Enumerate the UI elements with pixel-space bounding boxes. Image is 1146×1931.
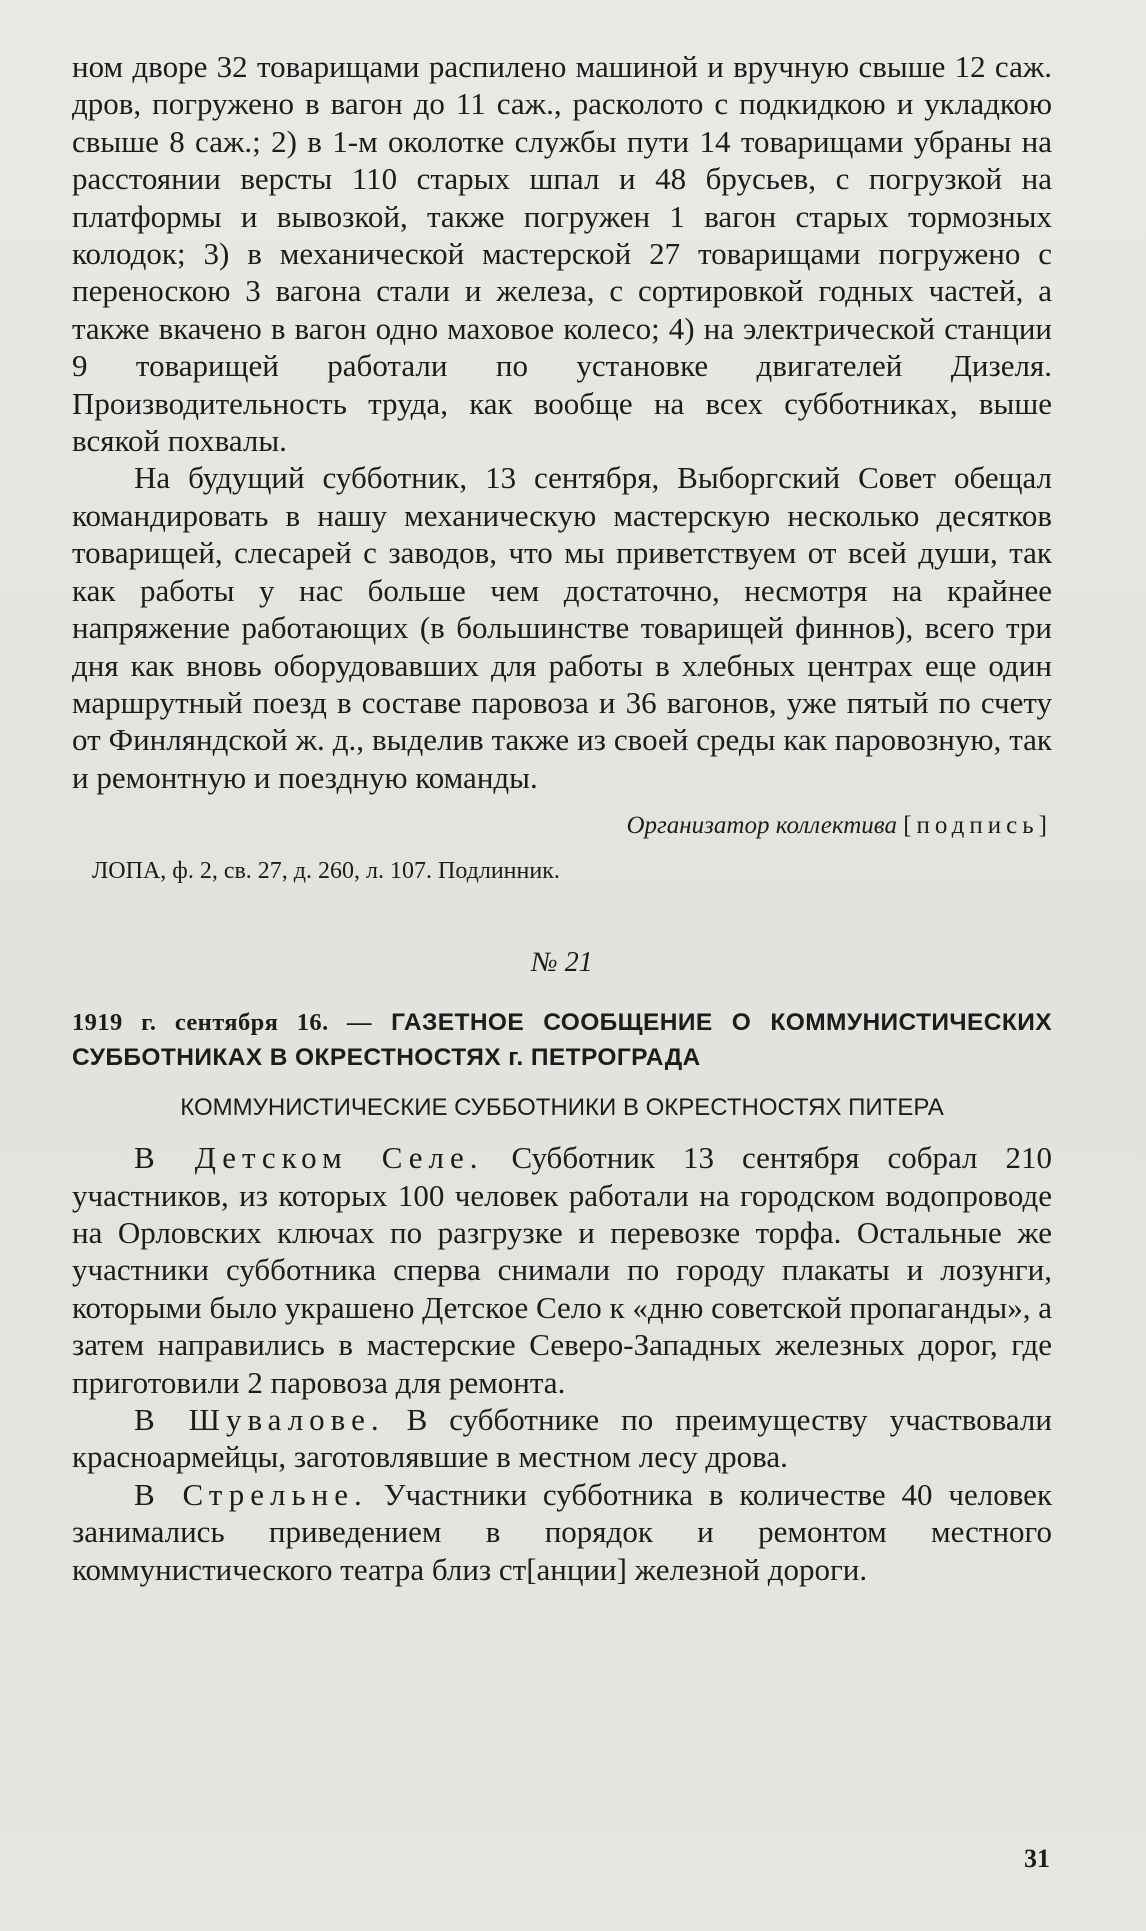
paragraph-detskoe-selo xyxy=(72,1139,1052,1401)
place-shuvalovo: В Шувалове. xyxy=(134,1401,385,1437)
page-content xyxy=(72,48,1052,1588)
header-city: ПЕТРОГРАДА xyxy=(530,1044,701,1072)
paragraph-shuvalovo-text: В субботнике по преимуществу участвовали красноармейцы, заготовлявшие в местном лесу дрова. xyxy=(72,1401,1052,1475)
paragraph-strelna-text: Участники субботника в количестве 40 человек занимались приведением в порядок и ремонтом местного коммунистического театра близ ст[анции] железной дороги. xyxy=(72,1476,1053,1587)
document-header xyxy=(72,1005,1052,1075)
archive-reference: ЛОПА, ф. 2, св. 27, д. 260, л. 107. Подлинник. xyxy=(92,858,560,885)
top-paragraph: ном дворе 32 товарищами распилено машиной и вручную свыше 12 саж. дров, погружено в вагон до 11 саж., расколото с подкидкою и укладкою свыше 8 саж.; 2) в 1-м околотке службы пути 14 товарищами убраны на расстоянии версты 110 старых шпал и 48 брусьев, с погрузкой на платформы и вывозкой, также погружен 1 вагон старых тормозных колодок; 3) в механической мастерской 27 товарищами погружено с переноскою 3 вагона стали и железа, с сортировкой годных частей, а также вкачено в вагон одно маховое колесо; 4) на электрической станции 9 товарищей работали по установке двигателей Дизеля. Производительность труда, как вообще на всех субботниках, выше всякой похвалы. xyxy=(72,49,1052,459)
article-title: КОММУНИСТИЧЕСКИЕ СУББОТНИКИ В ОКРЕСТНОСТЯХ ПИТЕРА xyxy=(180,1094,944,1122)
place-strelna: В Стрельне. xyxy=(134,1476,368,1512)
paragraph-strelna xyxy=(72,1476,1052,1588)
signature-role: Организатор коллектива xyxy=(626,812,897,840)
paragraph-shuvalovo xyxy=(72,1401,1052,1476)
document-number: № 21 xyxy=(531,947,593,979)
page-number: 31 xyxy=(1024,1844,1050,1873)
second-paragraph: На будущий субботник, 13 сентября, Выборгский Совет обещал командировать в нашу механическую мастерскую несколько десятков товарищей, слесарей с заводов, что мы приветствуем от всей души, так как работы у нас больше чем достаточно, несмотря на крайнее напряжение работающих (в большинстве товарищей финнов), всего три дня как вновь оборудовавших для работы в хлебных центрах еще один маршрутный поезд в составе паровоза и 36 вагонов, уже пятый по счету от Финляндской ж. д., выделив также из своей среды как паровозную, так и ремонтную и поездную команды. xyxy=(72,460,1052,795)
paragraph-detskoe-selo-text: Субботник 13 сентября собрал 210 участников, из которых 100 человек работали на городском водопроводе на Орловских ключах по разгрузке и перевозке торфа. Остальные же участники субботника сперва снимали по городу плакаты и лозунги, которыми было украшено Детское Село к «дню советской пропаганды», а затем направились в мастерские Северо-Западных железных дорог, где приготовили 2 паровоза для ремонта. xyxy=(72,1140,1053,1400)
header-date: 1919 г. сентября 16. — xyxy=(72,1009,372,1037)
place-detskoe-selo: В Детском Селе. xyxy=(134,1140,484,1176)
signature-note: [подпись] xyxy=(903,812,1052,840)
signature-line xyxy=(72,812,1052,840)
header-title: ГАЗЕТНОЕ СООБЩЕНИЕ О КОММУНИСТИЧЕСКИХ СУББОТНИКАХ В ОКРЕСТНОСТЯХ xyxy=(72,1009,1052,1072)
header-city-prefix: г. xyxy=(508,1044,524,1072)
